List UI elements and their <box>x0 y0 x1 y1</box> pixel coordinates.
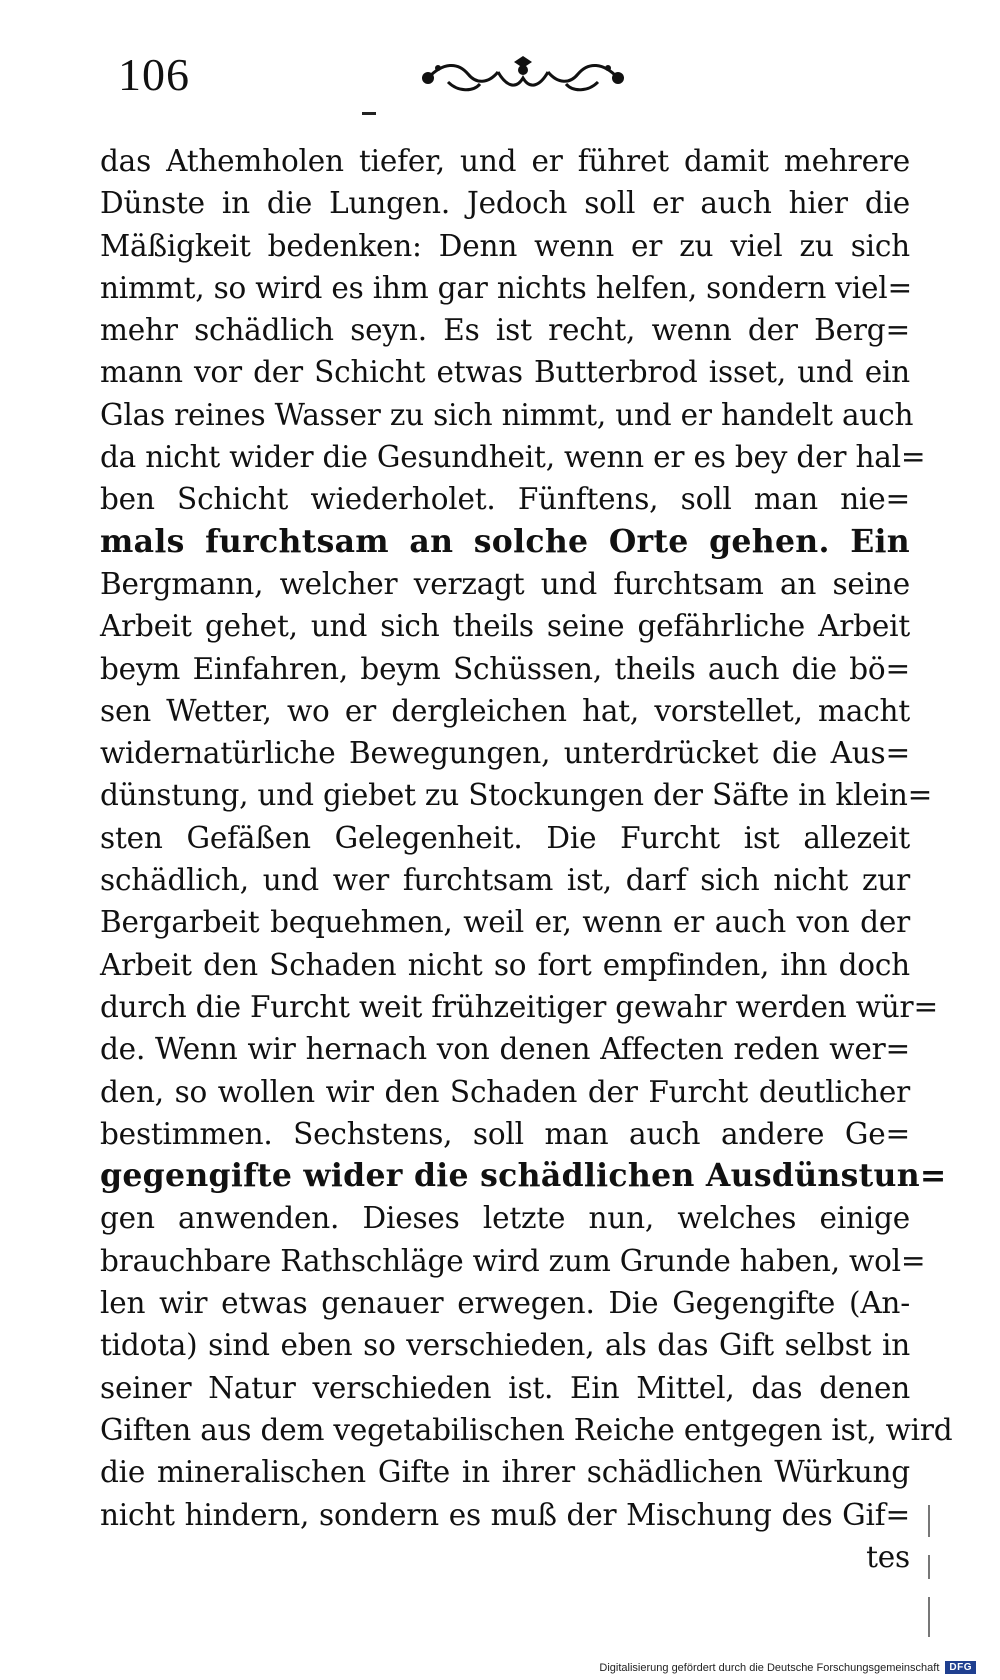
scan-edge-marks <box>928 1505 932 1645</box>
text-line: Bergmann, welcher verzagt und furchtsam an seine <box>100 566 910 601</box>
text-line: mehr schädlich seyn. Es ist recht, wenn der Berg= <box>100 313 910 348</box>
text-line: Bergarbeit bequehmen, weil er, wenn er auch von der <box>100 905 910 940</box>
text-line: sten Gefäßen Gelegenheit. Die Furcht ist allezeit <box>100 820 910 855</box>
text-line: Arbeit den Schaden nicht so fort empfinden, ihn doch <box>100 947 910 982</box>
text-line: nicht hindern, sondern es muß der Mischung des Gif= <box>100 1497 910 1532</box>
text-line: ben Schicht wiederholet. Fünftens, soll man nie= <box>100 482 910 517</box>
text-line: gen anwenden. Dieses letzte nun, welches einige <box>100 1201 910 1236</box>
text-line: durch die Furcht weit frühzeitiger gewahr werden wür= <box>100 989 938 1024</box>
text-line: beym Einfahren, beym Schüssen, theils auch die bö= <box>100 651 910 686</box>
text-line: gegengifte wider die schädlichen Ausdünstun= <box>100 1157 947 1195</box>
text-line: schädlich, und wer furchtsam ist, darf sich nicht zur <box>100 863 910 898</box>
printer-mark <box>362 112 376 115</box>
text-line: brauchbare Rathschläge wird zum Grunde haben, wol= <box>100 1243 926 1278</box>
body-text <box>100 140 953 1578</box>
text-line: Giften aus dem vegetabilischen Reiche entgegen ist, wird <box>100 1412 953 1447</box>
text-line: die mineralischen Gifte in ihrer schädlichen Würkung <box>100 1455 910 1490</box>
text-line: seiner Natur verschieden ist. Ein Mittel, das denen <box>100 1370 910 1405</box>
text-line: Dünste in die Lungen. Jedoch soll er auch hier die <box>100 186 910 221</box>
page-number: 106 <box>118 49 190 100</box>
text-line: widernatürliche Bewegungen, unterdrücket die Aus= <box>100 736 910 771</box>
text-line: den, so wollen wir den Schaden der Furcht deutlicher <box>100 1074 910 1109</box>
text-line: len wir etwas genauer erwegen. Die Gegengifte (An- <box>100 1286 910 1321</box>
text-line: Mäßigkeit bedenken: Denn wenn er zu viel zu sich <box>100 228 910 263</box>
text-line: bestimmen. Sechstens, soll man auch andere Ge= <box>100 1116 910 1151</box>
text-line: dünstung, und giebet zu Stockungen der Säfte in klein= <box>100 778 933 813</box>
footer-credit: Digitalisierung gefördert durch die Deutsche Forschungsgemeinschaft <box>599 1661 940 1674</box>
text-line: nimmt, so wird es ihm gar nichts helfen, sondern viel= <box>100 270 913 305</box>
text-line: Glas reines Wasser zu sich nimmt, und er handelt auch <box>100 397 914 432</box>
text-line: mann vor der Schicht etwas Butterbrod isset, und ein <box>100 355 910 390</box>
text-line: de. Wenn wir hernach von denen Affecten reden wer= <box>100 1032 910 1067</box>
text-line: Arbeit gehet, und sich theils seine gefährliche Arbeit <box>100 609 910 644</box>
ornament-vignette-icon <box>418 56 628 100</box>
catchword: tes <box>866 1539 910 1574</box>
dfg-logo: DFG <box>945 1661 976 1674</box>
text-line: mals furchtsam an solche Orte gehen. Ein <box>100 522 910 560</box>
text-line: tidota) sind eben so verschieden, als das Gift selbst in <box>100 1328 910 1363</box>
text-line: da nicht wider die Gesundheit, wenn er es bey der hal= <box>100 440 926 475</box>
text-line: das Athemholen tiefer, und er führet damit mehrere <box>100 144 910 178</box>
text-line: sen Wetter, wo er dergleichen hat, vorstellet, macht <box>100 693 910 728</box>
digitization-footer <box>599 1661 976 1674</box>
